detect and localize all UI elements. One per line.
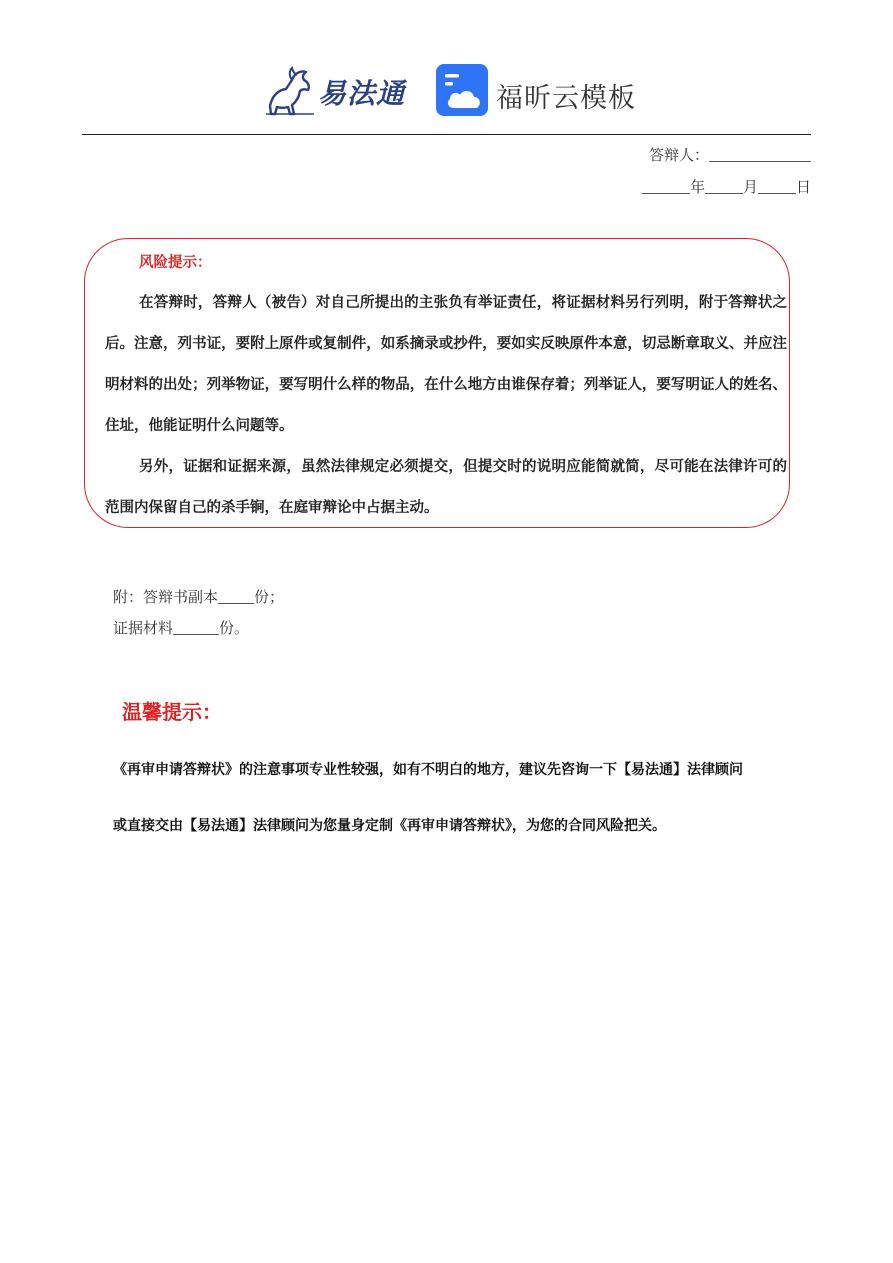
day-label: 日 — [795, 178, 811, 196]
header-divider — [82, 134, 811, 135]
year-label: 年 — [689, 178, 705, 196]
foxit-template-logo — [436, 64, 636, 120]
respondent-signature-line — [649, 144, 811, 165]
month-label: 月 — [742, 178, 758, 196]
date-line — [642, 176, 811, 197]
evidence-prefix: 证据材料 — [113, 619, 174, 637]
risk-notice-box — [84, 238, 790, 528]
year-blank — [642, 177, 690, 194]
warm-tip-title: 温馨提示： — [122, 700, 222, 724]
risk-paragraph-2: 另外，证据和证据来源，虽然法律规定必须提交，但提交时的说明应能简就简，尽可能在法律许可的范围内保留自己的杀手锏，在庭审辩论中占据主动。 — [105, 459, 787, 516]
day-blank — [758, 177, 796, 194]
evidence-line — [113, 613, 284, 644]
yifatong-logo — [262, 62, 412, 118]
copies-suffix: 份； — [254, 588, 285, 606]
evidence-blank — [173, 618, 219, 635]
risk-notice-title: 风险提示： — [139, 255, 212, 271]
document-header — [0, 58, 893, 122]
risk-notice-body — [105, 283, 787, 529]
foxit-brand-text: 福昕云模板 — [496, 83, 636, 114]
copies-blank — [218, 587, 254, 604]
yifatong-brand-text: 易法通 — [318, 77, 406, 110]
horse-emblem-icon — [262, 62, 318, 118]
evidence-suffix: 份。 — [219, 619, 250, 637]
risk-paragraph-1: 在答辩时，答辩人（被告）对自己所提出的主张负有举证责任，将证据材料另行列明，附于答辩状之后。注意，列书证，要附上原件或复制件，如系摘录或抄件，要如实反映原件本意，切忌断章取义、并应注明材料的出处；列举物证，要写明什么样的物品，在什么地方由谁保存着；列举证人，要写明证人的姓名、住址，他能证明什么问题等。 — [105, 295, 787, 434]
warm-tip-line-2: 或直接交由【易法通】法律顾问为您量身定制《再审申请答辩状》，为您的合同风险把关。 — [113, 818, 666, 834]
respondent-blank — [709, 145, 811, 162]
warm-tip-line-1: 《再审申请答辩状》的注意事项专业性较强，如有不明白的地方，建议先咨询一下【易法通】法律顾问 — [113, 762, 743, 778]
copies-line — [113, 582, 284, 613]
respondent-label: 答辩人： — [648, 146, 709, 164]
cloud-document-icon — [436, 64, 488, 116]
copies-prefix: 附：答辩书副本 — [113, 588, 219, 606]
warm-tip-body — [113, 742, 813, 854]
month-blank — [705, 177, 743, 194]
attachments-section — [113, 582, 284, 644]
